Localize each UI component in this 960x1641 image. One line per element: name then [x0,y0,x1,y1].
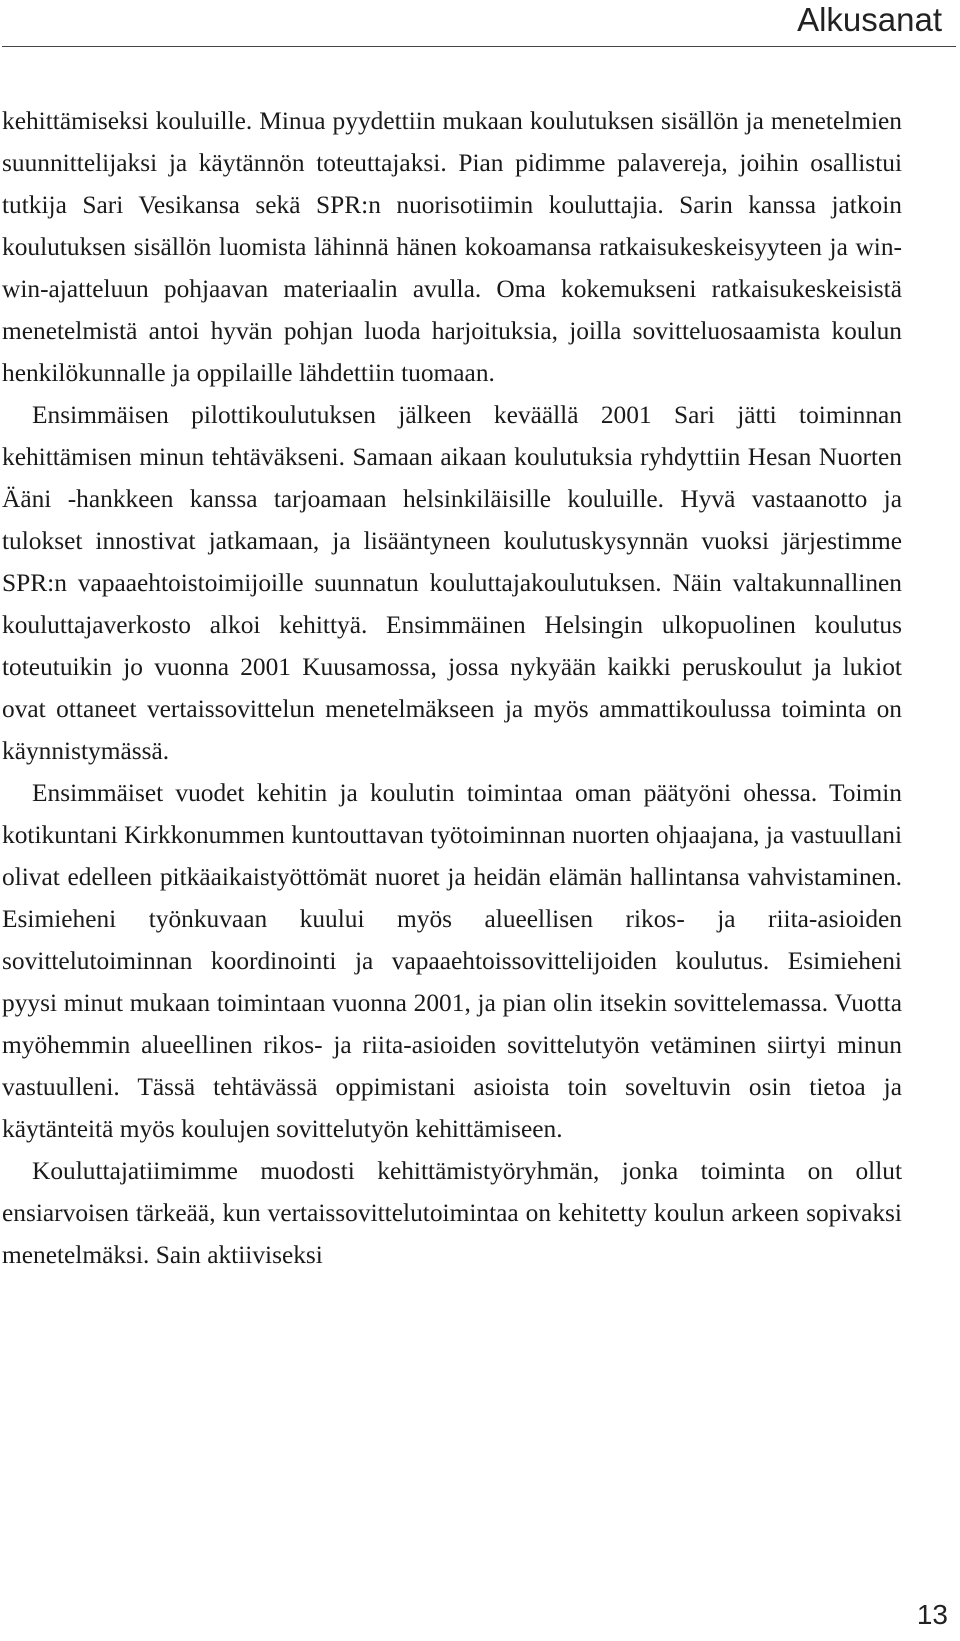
paragraph-1: kehittämiseksi kouluille. Minua pyydettiin mukaan koulutuksen sisällön ja menetelmien suunnittelijaksi ja käytännön toteuttajaksi. Pian pidimme palavereja, joihin osallistui tutkija Sari Vesikansa sekä SPR:n nuorisotiimin kouluttajia. Sarin kanssa jatkoin koulutuksen sisällön luomista lähinnä hänen kokoamansa ratkaisukeskeisyyteen ja win-win-ajatteluun pohjaavan materiaalin avulla. Oma kokemukseni ratkaisukeskeisistä menetelmistä antoi hyvän pohjan luoda harjoituksia, joilla sovitteluosaamista koulun henkilökunnalle ja oppilaille lähdettiin tuomaan. [2,107,902,387]
running-header-title: Alkusanat [797,1,942,38]
paragraph-4: Kouluttajatiimimme muodosti kehittämistyöryhmän, jonka toiminta on ollut ensiarvoisen tärkeää, kun vertaissovittelutoimintaa on kehitetty koulun arkeen sopivaksi menetelmäksi. Sain aktiiviseksi [2,1157,902,1269]
paragraph-2: Ensimmäisen pilottikoulutuksen jälkeen keväällä 2001 Sari jätti toiminnan kehittämisen minun tehtäväkseni. Samaan aikaan koulutuksia ryhdyttiin Hesan Nuorten Ääni -hankkeen kanssa tarjoamaan helsinkiläisille kouluille. Hyvä vastaanotto ja tulokset innostivat jatkamaan, ja lisääntyneen koulutuskysynnän vuoksi järjestimme SPR:n vapaaehtoistoimijoille suunnatun kouluttajakoulutuksen. Näin valtakunnallinen kouluttajaverkosto alkoi kehittyä. Ensimmäinen Helsingin ulkopuolinen koulutus toteutuikin jo vuonna 2001 Kuusamossa, jossa nykyään kaikki peruskoulut ja lukiot ovat ottaneet vertaissovittelun menetelmäkseen ja myös ammattikoulussa toiminta on käynnistymässä. [2,401,902,765]
paragraph-3: Ensimmäiset vuodet kehitin ja koulutin toimintaa oman päätyöni ohessa. Toimin kotikuntani Kirkkonummen kuntouttavan työtoiminnan nuorten ohjaajana, ja vastuullani olivat edelleen pitkäaikaistyöttömät nuoret ja heidän elämän hallintansa vahvistaminen. Esimieheni työnkuvaan kuului myös alueellisen rikos- ja riita-asioiden sovittelutoiminnan koordinointi ja vapaaehtoissovittelijoiden koulutus. Esimieheni pyysi minut mukaan toimintaan vuonna 2001, ja pian olin itsekin sovittelemassa. Vuotta myöhemmin alueellinen rikos- ja riita-asioiden sovittelutyön vetäminen siirtyi minun vastuulleni. Tässä tehtävässä oppimistani asioista toin soveltuvin osin tietoa ja käytänteitä myös koulujen sovittelutyön kehittämiseen. [2,779,902,1143]
header-rule [2,46,956,47]
body-text [2,100,902,1276]
page-number: 13 [916,1599,948,1630]
